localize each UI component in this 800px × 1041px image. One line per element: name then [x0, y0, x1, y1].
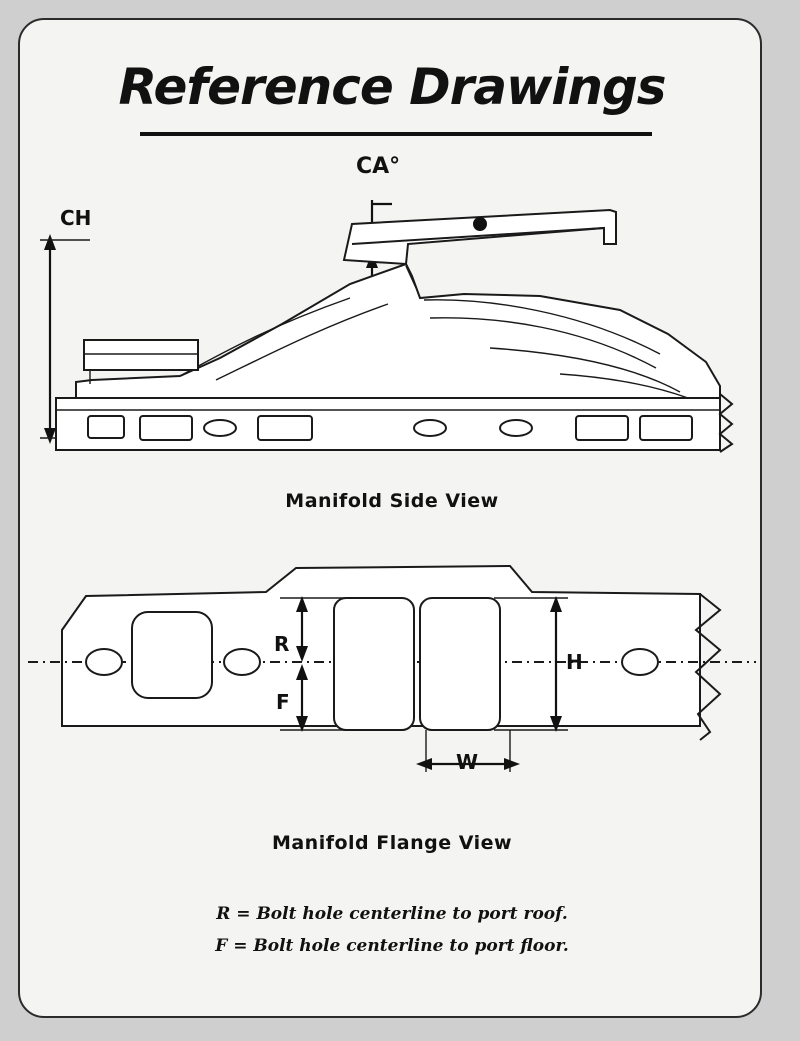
- manifold-body: [76, 264, 720, 398]
- manifold-flange-view-drawing: [20, 550, 762, 790]
- side-view-svg: [20, 148, 762, 478]
- flange-view-caption: Manifold Flange View: [271, 832, 513, 854]
- carburetor-pad: [344, 210, 616, 264]
- carb-angle-label: CA°: [356, 154, 401, 179]
- legend-line-f: F = Bolt hole centerline to port floor.: [215, 936, 569, 956]
- reference-drawings-card: [18, 18, 762, 1018]
- roof-label: R: [274, 632, 290, 656]
- flange-view-svg: [20, 550, 762, 790]
- height-label: H: [566, 650, 583, 674]
- width-label: W: [456, 750, 479, 774]
- title-underline: [140, 132, 652, 136]
- side-view-caption: Manifold Side View: [285, 490, 499, 512]
- head-flange-rail: [56, 398, 720, 450]
- carb-height-label: CH: [60, 206, 92, 230]
- legend-line-r: R = Bolt hole centerline to port roof.: [216, 904, 568, 924]
- break-symbol-side: [720, 394, 732, 452]
- manifold-side-view-drawing: [20, 148, 762, 478]
- floor-label: F: [276, 690, 290, 714]
- page-title: Reference Drawings: [118, 58, 666, 116]
